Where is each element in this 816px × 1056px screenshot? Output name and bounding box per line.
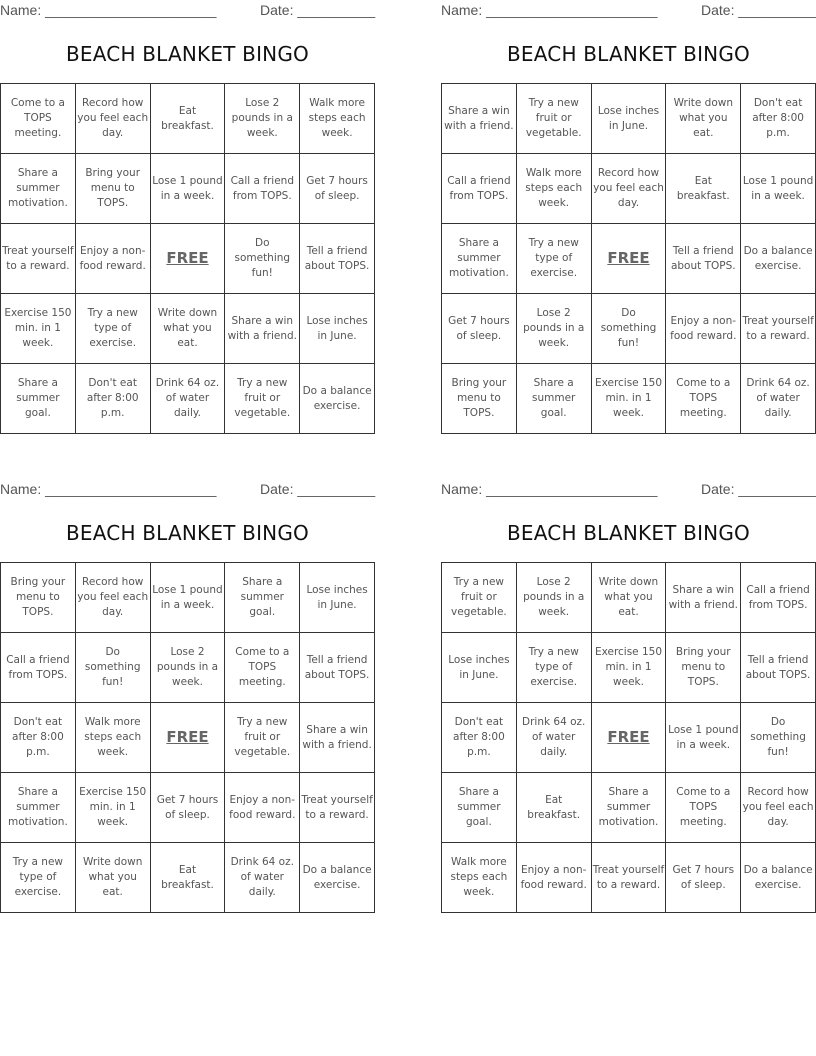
bingo-cell: Eat breakfast. <box>151 84 226 154</box>
bingo-cell: Lose 1 pound in a week. <box>666 703 741 773</box>
bingo-cell: Lose inches in June. <box>592 84 667 154</box>
name-date-row <box>0 479 375 501</box>
bingo-cell: Lose 1 pound in a week. <box>151 154 226 224</box>
bingo-cell: Bring your menu to TOPS. <box>1 563 76 633</box>
bingo-cell: Lose 2 pounds in a week. <box>517 294 592 364</box>
bingo-cell: Treat yourself to a reward. <box>300 773 375 843</box>
bingo-cell: Share a summer goal. <box>442 773 517 843</box>
name-field-label: Name: ______________________ <box>0 481 217 497</box>
bingo-cell: Walk more steps each week. <box>517 154 592 224</box>
bingo-card-4 <box>441 479 816 898</box>
bingo-cell: Tell a friend about TOPS. <box>300 633 375 703</box>
bingo-cell: Try a new type of exercise. <box>517 633 592 703</box>
bingo-grid <box>441 83 816 434</box>
bingo-cell: Walk more steps each week. <box>300 84 375 154</box>
bingo-cell: Record how you feel each day. <box>592 154 667 224</box>
bingo-cell: Record how you feel each day. <box>76 563 151 633</box>
bingo-cell: Share a win with a friend. <box>666 563 741 633</box>
bingo-cell: Drink 64 oz. of water daily. <box>151 364 226 434</box>
bingo-cell: Treat yourself to a reward. <box>741 294 816 364</box>
bingo-cell: Try a new fruit or vegetable. <box>225 703 300 773</box>
bingo-cell: Get 7 hours of sleep. <box>666 843 741 913</box>
bingo-cell: Do something fun! <box>225 224 300 294</box>
bingo-cell: Lose inches in June. <box>300 294 375 364</box>
name-date-row <box>441 479 816 501</box>
bingo-cell: Exercise 150 min. in 1 week. <box>1 294 76 364</box>
bingo-cell: Share a win with a friend. <box>300 703 375 773</box>
free-space: FREE <box>592 703 667 773</box>
bingo-cell: Call a friend from TOPS. <box>741 563 816 633</box>
bingo-cell: Walk more steps each week. <box>442 843 517 913</box>
free-space: FREE <box>151 224 226 294</box>
bingo-cell: Write down what you eat. <box>76 843 151 913</box>
bingo-cell: Do something fun! <box>741 703 816 773</box>
bingo-cell: Do a balance exercise. <box>741 843 816 913</box>
bingo-cell: Write down what you eat. <box>666 84 741 154</box>
name-date-row <box>441 0 816 22</box>
bingo-cell: Lose inches in June. <box>442 633 517 703</box>
bingo-cell: Bring your menu to TOPS. <box>442 364 517 434</box>
name-field-label: Name: ______________________ <box>441 2 658 18</box>
bingo-cell: Exercise 150 min. in 1 week. <box>76 773 151 843</box>
bingo-cell: Do a balance exercise. <box>300 364 375 434</box>
bingo-cell: Lose 2 pounds in a week. <box>517 563 592 633</box>
bingo-cell: Try a new fruit or vegetable. <box>442 563 517 633</box>
bingo-cell: Enjoy a non-food reward. <box>517 843 592 913</box>
bingo-cell: Share a summer goal. <box>225 563 300 633</box>
bingo-cell: Don't eat after 8:00 p.m. <box>76 364 151 434</box>
bingo-cell: Share a win with a friend. <box>225 294 300 364</box>
bingo-cell: Share a summer motivation. <box>1 154 76 224</box>
free-space: FREE <box>592 224 667 294</box>
bingo-cell: Share a win with a friend. <box>442 84 517 154</box>
bingo-cell: Call a friend from TOPS. <box>442 154 517 224</box>
bingo-cell: Do something fun! <box>76 633 151 703</box>
name-date-row <box>0 0 375 22</box>
bingo-cell: Drink 64 oz. of water daily. <box>517 703 592 773</box>
bingo-cell: Share a summer goal. <box>517 364 592 434</box>
card-title: BEACH BLANKET BINGO <box>66 521 309 545</box>
bingo-cell: Don't eat after 8:00 p.m. <box>741 84 816 154</box>
bingo-cell: Treat yourself to a reward. <box>1 224 76 294</box>
bingo-cell: Lose inches in June. <box>300 563 375 633</box>
bingo-cell: Drink 64 oz. of water daily. <box>741 364 816 434</box>
bingo-cell: Lose 2 pounds in a week. <box>225 84 300 154</box>
date-field-label: Date: __________ <box>260 481 376 497</box>
bingo-cell: Get 7 hours of sleep. <box>442 294 517 364</box>
bingo-cell: Try a new type of exercise. <box>76 294 151 364</box>
bingo-cell: Record how you feel each day. <box>76 84 151 154</box>
bingo-cell: Tell a friend about TOPS. <box>300 224 375 294</box>
bingo-cell: Come to a TOPS meeting. <box>1 84 76 154</box>
bingo-card-3 <box>0 479 376 898</box>
bingo-cell: Exercise 150 min. in 1 week. <box>592 364 667 434</box>
bingo-cell: Share a summer motivation. <box>442 224 517 294</box>
bingo-cell: Eat breakfast. <box>517 773 592 843</box>
bingo-cell: Try a new fruit or vegetable. <box>225 364 300 434</box>
card-title: BEACH BLANKET BINGO <box>507 521 750 545</box>
bingo-cell: Share a summer goal. <box>1 364 76 434</box>
bingo-cell: Lose 1 pound in a week. <box>741 154 816 224</box>
bingo-cell: Write down what you eat. <box>151 294 226 364</box>
bingo-cell: Write down what you eat. <box>592 563 667 633</box>
date-field-label: Date: __________ <box>701 2 816 18</box>
bingo-cell: Call a friend from TOPS. <box>1 633 76 703</box>
bingo-cell: Share a summer motivation. <box>592 773 667 843</box>
bingo-cell: Come to a TOPS meeting. <box>666 773 741 843</box>
bingo-cell: Treat yourself to a reward. <box>592 843 667 913</box>
bingo-grid <box>0 83 375 434</box>
bingo-card-2 <box>441 0 816 419</box>
card-title: BEACH BLANKET BINGO <box>507 42 750 66</box>
free-space: FREE <box>151 703 226 773</box>
name-field-label: Name: ______________________ <box>441 481 658 497</box>
bingo-cell: Call a friend from TOPS. <box>225 154 300 224</box>
bingo-cell: Enjoy a non-food reward. <box>666 294 741 364</box>
bingo-cell: Exercise 150 min. in 1 week. <box>592 633 667 703</box>
bingo-cell: Try a new fruit or vegetable. <box>517 84 592 154</box>
bingo-cell: Drink 64 oz. of water daily. <box>225 843 300 913</box>
bingo-cell: Lose 2 pounds in a week. <box>151 633 226 703</box>
bingo-cell: Share a summer motivation. <box>1 773 76 843</box>
bingo-cell: Tell a friend about TOPS. <box>741 633 816 703</box>
bingo-cell: Walk more steps each week. <box>76 703 151 773</box>
bingo-cell: Don't eat after 8:00 p.m. <box>442 703 517 773</box>
bingo-cell: Try a new type of exercise. <box>517 224 592 294</box>
bingo-card-1 <box>0 0 376 419</box>
bingo-cell: Get 7 hours of sleep. <box>151 773 226 843</box>
bingo-cell: Lose 1 pound in a week. <box>151 563 226 633</box>
bingo-cell: Eat breakfast. <box>151 843 226 913</box>
bingo-cell: Get 7 hours of sleep. <box>300 154 375 224</box>
bingo-cell: Bring your menu to TOPS. <box>76 154 151 224</box>
bingo-cell: Tell a friend about TOPS. <box>666 224 741 294</box>
name-field-label: Name: ______________________ <box>0 2 217 18</box>
bingo-grid <box>441 562 816 913</box>
date-field-label: Date: __________ <box>260 2 376 18</box>
bingo-cell: Enjoy a non-food reward. <box>225 773 300 843</box>
bingo-cell: Do a balance exercise. <box>741 224 816 294</box>
bingo-cell: Come to a TOPS meeting. <box>225 633 300 703</box>
bingo-grid <box>0 562 375 913</box>
bingo-cell: Bring your menu to TOPS. <box>666 633 741 703</box>
bingo-cell: Eat breakfast. <box>666 154 741 224</box>
bingo-cell: Try a new type of exercise. <box>1 843 76 913</box>
bingo-cell: Record how you feel each day. <box>741 773 816 843</box>
bingo-cell: Do something fun! <box>592 294 667 364</box>
card-title: BEACH BLANKET BINGO <box>66 42 309 66</box>
bingo-cell: Enjoy a non-food reward. <box>76 224 151 294</box>
bingo-cell: Don't eat after 8:00 p.m. <box>1 703 76 773</box>
bingo-cell: Come to a TOPS meeting. <box>666 364 741 434</box>
date-field-label: Date: __________ <box>701 481 816 497</box>
bingo-cell: Do a balance exercise. <box>300 843 375 913</box>
